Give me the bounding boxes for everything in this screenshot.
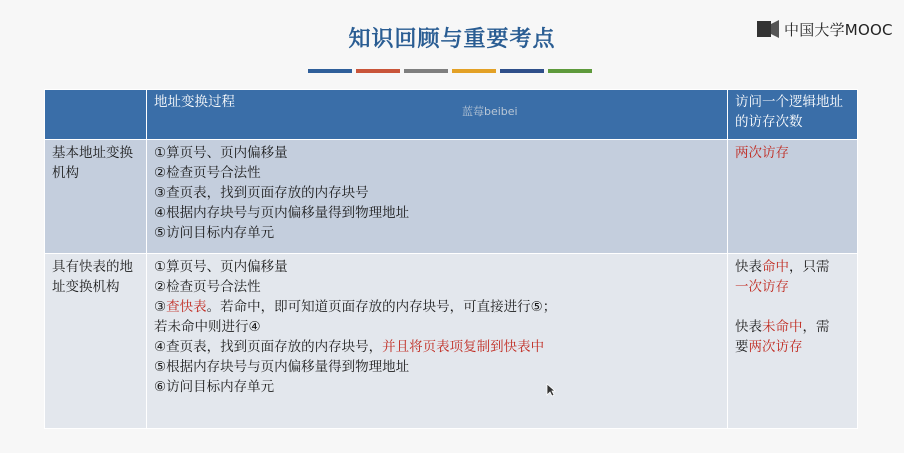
tlb-miss-line-2	[735, 337, 850, 357]
step-number: ③	[154, 299, 167, 315]
tlb-lookup-highlight: 查快表	[166, 299, 207, 315]
accent-bar-1	[308, 69, 352, 73]
tlb-miss-line	[735, 317, 850, 337]
text: 要	[735, 339, 749, 355]
table-row-tlb	[45, 254, 858, 429]
logo-text: 中国大学MOOC	[784, 20, 893, 39]
row-name-tlb: 具有快表的地址变换机构	[45, 254, 147, 429]
mouse-cursor-icon	[546, 383, 556, 397]
accent-bar-5	[500, 69, 544, 73]
miss-highlight: 未命中	[762, 319, 803, 335]
step-item-tlb-lookup	[154, 297, 720, 317]
row-name-basic: 基本地址变换机构	[45, 140, 147, 254]
steps-tlb	[147, 254, 728, 429]
step-text: ④查页表，找到页面存放的内存块号，	[154, 339, 383, 355]
accent-bar-4	[452, 69, 496, 73]
step-item: ⑤访问目标内存单元	[154, 225, 275, 241]
step-item: ①算页号、页内偏移量	[154, 259, 288, 275]
header-row	[45, 90, 858, 140]
step-item: ⑤根据内存块号与页内偏移量得到物理地址	[154, 359, 410, 375]
tlb-hit-line	[735, 257, 850, 277]
step-item: ④根据内存块号与页内偏移量得到物理地址	[154, 205, 410, 221]
step-item: ②检查页号合法性	[154, 165, 261, 181]
hit-highlight: 命中	[762, 259, 789, 275]
text: 快表	[735, 319, 762, 335]
table-row-basic	[45, 140, 858, 254]
header-empty	[45, 90, 147, 140]
miss-access-count: 两次访存	[748, 339, 803, 355]
step-item-page-table	[154, 337, 720, 357]
access-basic	[728, 140, 858, 254]
watermark: 蓝莓beibei	[462, 105, 518, 118]
spacer	[735, 297, 850, 317]
text: ，只需	[789, 259, 830, 275]
access-tlb	[728, 254, 858, 429]
access-count-basic: 两次访存	[735, 145, 789, 161]
header-process: 地址变换过程	[147, 90, 728, 140]
slide-title: 知识回顾与重要考点	[348, 27, 556, 52]
accent-bar-6	[548, 69, 592, 73]
step-item: ⑥访问目标内存单元	[154, 379, 275, 395]
hit-access-count: 一次访存	[735, 279, 789, 295]
header-access-count: 访问一个逻辑地址的访存次数	[728, 90, 858, 140]
text: ，需	[802, 319, 830, 335]
summary-table	[44, 89, 858, 429]
step-item: ③查页表，找到页面存放的内存块号	[154, 185, 369, 201]
accent-bar-2	[356, 69, 400, 73]
step-item: ②检查页号合法性	[154, 279, 261, 295]
copy-to-tlb-highlight: 并且将页表项复制到快表中	[382, 339, 545, 355]
text: 快表	[735, 259, 762, 275]
step-text: 。若命中，即可知道页面存放的内存块号，可直接进行⑤；	[206, 299, 557, 315]
steps-basic	[147, 140, 728, 254]
accent-bar-3	[404, 69, 448, 73]
step-item: ①算页号、页内偏移量	[154, 145, 288, 161]
step-item-continued: 若未命中则进行④	[154, 319, 261, 335]
